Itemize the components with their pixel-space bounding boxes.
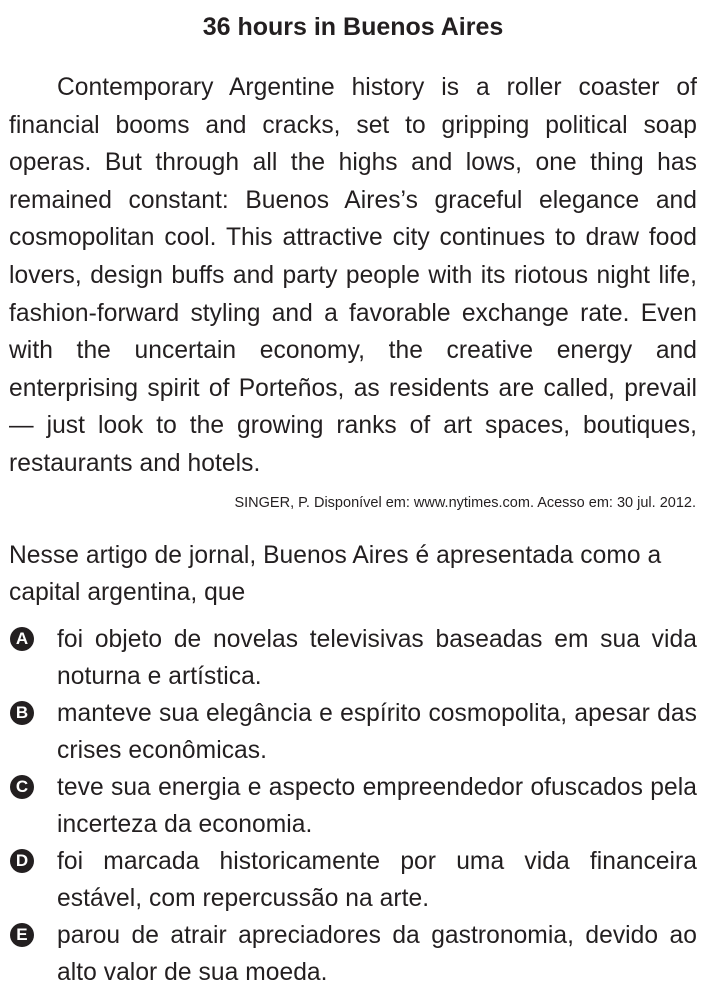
answer-options [9, 621, 697, 991]
option-c[interactable] [9, 769, 697, 843]
option-a[interactable] [9, 621, 697, 695]
article-text: Contemporary Argentine history is a roller coaster of financial booms and cracks, set to gripping political soap operas. But through all the highs and lows, one thing has remained constant: Buenos Aires’s graceful elegance and cosmopolitan cool. This attractive city continues to draw food lovers, design buffs and party people with its riotous night life, fashion-forward styling and a favorable exchange rate. Even with the uncertain economy, the creative energy and enterprising spirit of Porteños, as residents are called, prevail — just look to the growing ranks of art spaces, boutiques, restaurants and hotels. [9, 74, 697, 477]
option-d-letter-icon: D [10, 849, 34, 873]
question-stem: Nesse artigo de jornal, Buenos Aires é apresentada como a capital argentina, que [9, 541, 662, 607]
source-citation: SINGER, P. Disponível em: www.nytimes.com. Acesso em: 30 jul. 2012. [234, 494, 696, 511]
option-b[interactable] [9, 695, 697, 769]
option-e-letter-icon: E [10, 923, 34, 947]
option-b-letter-icon: B [10, 701, 34, 725]
option-a-letter-icon: A [10, 627, 34, 651]
option-d-text: foi marcada historicamente por uma vida financeira estável, com repercussão na arte. [57, 847, 697, 912]
article-title: 36 hours in Buenos Aires [202, 13, 504, 41]
option-b-text: manteve sua elegância e espírito cosmopolita, apesar das crises econômicas. [57, 699, 697, 764]
option-c-text: teve sua energia e aspecto empreendedor ofuscados pela incerteza da economia. [57, 773, 697, 838]
option-c-letter-icon: C [10, 775, 34, 799]
option-d[interactable] [9, 843, 697, 917]
option-e[interactable] [9, 917, 697, 991]
option-a-text: foi objeto de novelas televisivas baseadas em sua vida noturna e artística. [57, 625, 697, 690]
option-e-text: parou de atrair apreciadores da gastronomia, devido ao alto valor de sua moeda. [57, 921, 697, 986]
